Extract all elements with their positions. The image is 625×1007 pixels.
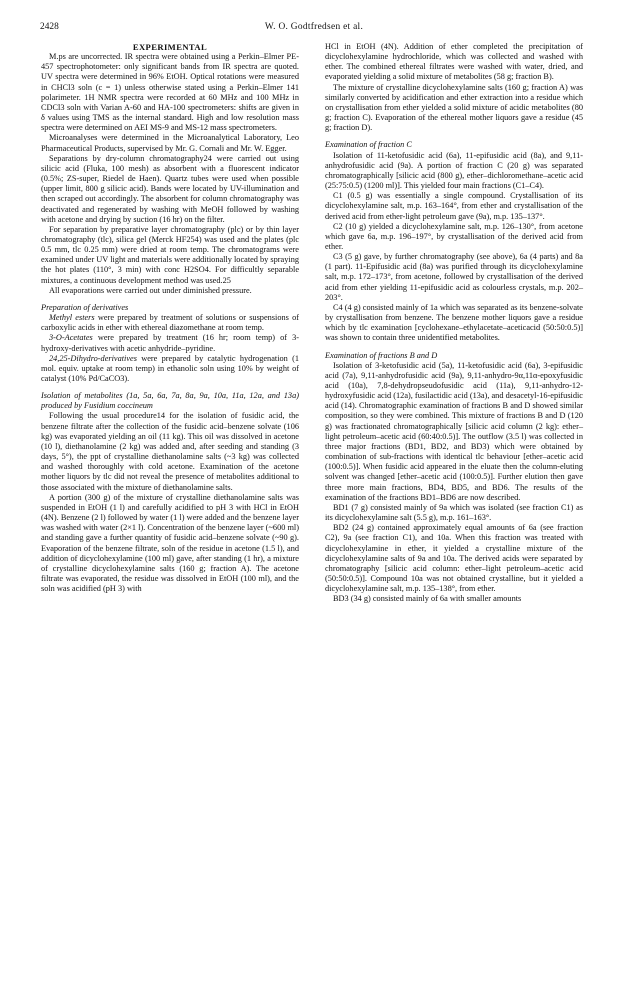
- paragraph-c1: C1 (0.5 g) was essentially a single compound. Crystallisation of its dicyclohexylamine salt, m.p. 163–164°, from ether and crystallisation of the derived acid from ether-light petroleum gave (9a), m.p. 135–137°.: [325, 191, 583, 221]
- paragraph-evaporations: All evaporations were carried out under diminished pressure.: [49, 285, 252, 295]
- paragraph-fraction-a: The mixture of crystalline dicyclohexylamine salts (160 g; fraction A) was similarly converted by acidification and ether extraction into a residue which on crystallisation from ether yielded a solid mixture of acidic metabolites (80 g; fraction C). Evaporation of the ethereal mother liquors gave a residue (45 g; fraction D).: [325, 82, 583, 133]
- subheading-fraction-c: Examination of fraction C: [325, 140, 412, 150]
- paragraph-methyl-esters: [41, 313, 299, 333]
- paragraph-bd1: BD1 (7 g) consisted mainly of 9a which was isolated (see fraction C1) as its dicyclohexylamine salt (5.5 g), m.p. 161–163°.: [325, 502, 583, 523]
- paragraph-c3: C3 (5 g) gave, by further chromatography (see above), 6a (4 parts) and 8a (1 part). 11-Epifusidic acid (8a) was purified through its dicyclohexylamine salt, m.p. 172–173°, from acetone, followed by crystallisation of the derived acid from ether yielding 11-epifusidic acid as colourless crystals, m.p. 202–203°.: [325, 252, 583, 302]
- lead-dihydro: 24,25-Dihydro-derivatives: [49, 353, 137, 363]
- paragraph-microanalyses: Microanalyses were determined in the Microanalytical Laboratory, Leo Pharmaceutical Products, supervised by Mr. G. Cornali and Mr. W. Egger.: [41, 133, 299, 153]
- text-dihydro: were prepared by catalytic hydrogenation (1 mol. equiv. uptake at room temp) in ethanolic soln using 10% by weight of catalyst (10% Pd/CaCO3).: [41, 353, 299, 383]
- paragraph-dihydro: [41, 354, 299, 384]
- paragraph-fraction-c-isolation: Isolation of 11-ketofusidic acid (6a), 11-epifusidic acid (8a), and 9,11-anhydrofusidic acid (9a). A portion of fraction C (20 g) was separated chromatographically [silicic acid (800 g), ether–dichloromethane–acetic acid (25:75:0.5) (1200 ml)]. This yielded four main fractions (C1–C4).: [325, 150, 583, 191]
- left-column: [41, 42, 299, 594]
- running-header: [40, 22, 588, 36]
- paragraph-instruments: M.ps are uncorrected. IR spectra were obtained using a Perkin–Elmer PE-457 spectrophotometer: only significant bands from IR spectra are quoted. UV spectra were determined in 96% EtOH. Optical rotations were measured in CHCl3 soln (c = 1) unless otherwise stated using a Perkin–Elmer 141 polarimeter. 1H NMR spectra were recorded at 60 MHz and 100 MHz in CDCl3 soln with Varian A-60 and HA-100 spectrometers: shifts are given in δ values using TMS as the internal standard. High and low resolution mass spectra were determined on AEI MS-9 and MS-12 mass spectrometers.: [41, 52, 299, 133]
- page-number: 2428: [40, 22, 59, 32]
- lead-methyl-esters: Methyl esters: [49, 313, 95, 323]
- lead-acetates: 3-O-Acetates: [49, 333, 93, 343]
- paragraph-bd-isolation: Isolation of 3-ketofusidic acid (5a), 11-ketofusidic acid (6a), 3-epifusidic acid (7a), 9,11-anhydrofusidic acid (9a), 9,11-anhydro-9α,11α-epoxyfusidic acid (10a), 7,8-dehydropseudofusidic acid (11a), 9,11-anhydro-12-hydroxyfusidic acid (12a), fusilactidic acid (13a), and desacetyl-16-epifusidic acid (14). Chromatographic examination of fractions B and D showed similar composition, so they were combined. This mixture of fractions B and D (120 g) was fractionated chromatographically [silicic acid column (2 kg): ether–light petroleum–acetic acid (60:40:0.5)]. The outflow (3.5 l) was collected in three major fractions (BD1, BD2, and BD3) which were obtained by combination of sub-fractions with identical tlc behaviour [ether–acetic acid (100:0.5)]. When fusidic acid appeared in the eluate then the column-eluting solvent was changed [ether–acetic acid (100:0.5)]. Further elution then gave three more main fractions, BD4, BD5, and BD6. The results of the examination of the fractions BD1–BD6 are now described.: [325, 360, 583, 502]
- paragraph-c4: C4 (4 g) consisted mainly of 1a which was separated as its benzene-solvate by crystallisation from benzene. The benzene mother liquors gave a residue which by tlc examination [cyclohexane–ethylacetate–aceticacid (50:50:0.5)] was shown to contain three unidentified metabolites.: [325, 302, 583, 343]
- running-authors: W. O. Godtfredsen et al.: [264, 22, 364, 32]
- paragraph-diethanolamine-salts: A portion (300 g) of the mixture of crystalline diethanolamine salts was suspended in EtOH (1 l) and carefully acidified to pH 3 with HCl in EtOH (4N). Benzene (2 l) followed by water (1 l) were added and the benzene layer was washed with water (2×1 l). Concentration of the benzene layer (~600 ml) and standing gave a further quantity of fusidic acid–benzene solvate (~90 g). Evaporation of the benzene filtrate, soln of the residue in acetone (1.5 l), and addition of dicyclohexylamine (100 ml) gave, after standing (1 hr), a mixture of crystalline dicyclohexylamine salts (160 g; fraction A). The acetone filtrate was evaporated, the residue was dissolved in EtOH (100 ml), and the soln was acidified (pH 3) with: [41, 492, 299, 594]
- paragraph-acetates: [41, 333, 299, 353]
- subheading-fractions-b-d: Examination of fractions B and D: [325, 350, 438, 360]
- paragraph-fraction-b: HCl in EtOH (4N). Addition of ether completed the precipitation of dicyclohexylamine hydrochloride, which was collected and washed with ether. The combined ethereal filtrates were washed with water, dried, and evaporated yielding a solid mixture of metabolites (58 g; fraction B).: [325, 42, 583, 82]
- paragraph-c2: C2 (10 g) yielded a dicyclohexylamine salt, m.p. 126–130°, from acetone which gave 6a, m.p. 196–197°, by crystallisation of the derived acid from ether.: [325, 221, 583, 251]
- paragraph-bd2: BD2 (24 g) contained approximately equal amounts of 6a (see fraction C2), 9a (see fraction C1), and 10a. When this fraction was treated with dicyclohexylamine in ether, it yielded a crystalline mixture of the dicyclohexylamine salts of 9a and 10a. The derived acids were separated by chromatography [silicic acid column: ether–light petroleum–acetic acid (50:50:0.5)]. Compound 10a was not obtained crystalline, but it yielded a dicyclohexylamine salt, m.p. 135–138°, from ether.: [325, 523, 583, 594]
- text-acetates: were prepared by treatment (16 hr; room temp) of 3-hydroxy-derivatives with acetic anhydride–pyridine.: [41, 333, 299, 353]
- subheading-derivatives: Preparation of derivatives: [41, 302, 129, 312]
- paragraph-isolation-procedure: Following the usual procedure14 for the isolation of fusidic acid, the benzene filtrate after the collection of the fusidic acid–benzene solvate (106 kg) was evaporated yielding an oil (11 kg). This oil was dissolved in acetone (10 l), diethanolamine (2 kg) was added and, after seeding and standing (3 days, 5°), the ppt of crystalline diethanolamine salts (~3 kg) was collected and washed thoroughly with cold acetone. Examination of the acetone mother liquors by tlc did not reveal the presence of metabolites additional to those associated with the mixture of diethanolamine salts.: [41, 411, 299, 492]
- section-heading-experimental: EXPERIMENTAL: [132, 42, 208, 52]
- right-column: [325, 42, 583, 604]
- paragraph-plc-tlc: For separation by preparative layer chromatography (plc) or by thin layer chromatography (tlc), silica gel (Merck HF254) was used and the plates (plc 0.5 mm, tlc 0.25 mm) were dried at room temp. The chromatograms were examined under UV light and materials were additionally located by spraying the hot plates (110°, 3 min) with conc H2SO4. For difficultly separable mixtures, a continuous development method was used.25: [41, 224, 299, 285]
- paragraph-bd3: BD3 (34 g) consisted mainly of 6a with smaller amounts: [333, 594, 522, 604]
- text-methyl-esters: were prepared by treatment of solutions or suspensions of carboxylic acids in ether with ethereal diazomethane at room temp.: [41, 313, 300, 333]
- subheading-isolation: Isolation of metabolites (1a, 5a, 6a, 7a, 8a, 9a, 10a, 11a, 12a, and 13a) produced by Fusidium coccineum: [41, 391, 299, 411]
- paragraph-dry-column: Separations by dry-column chromatography24 were carried out using silicic acid (Fluka, 100 mesh) as absorbent with a fluorescent indicator (0.5%; ZS-super, Riedel de Haen). Quartz tubes were used when possible (upper limit, 800 g silicic acid). Bands were located by UV-illumination and then scraped out accordingly. The absorbent for column chromatography was deactivated and regenerated by washing with MeOH followed by washing with acetone and drying by suction (16 hr) on the filter.: [41, 153, 299, 224]
